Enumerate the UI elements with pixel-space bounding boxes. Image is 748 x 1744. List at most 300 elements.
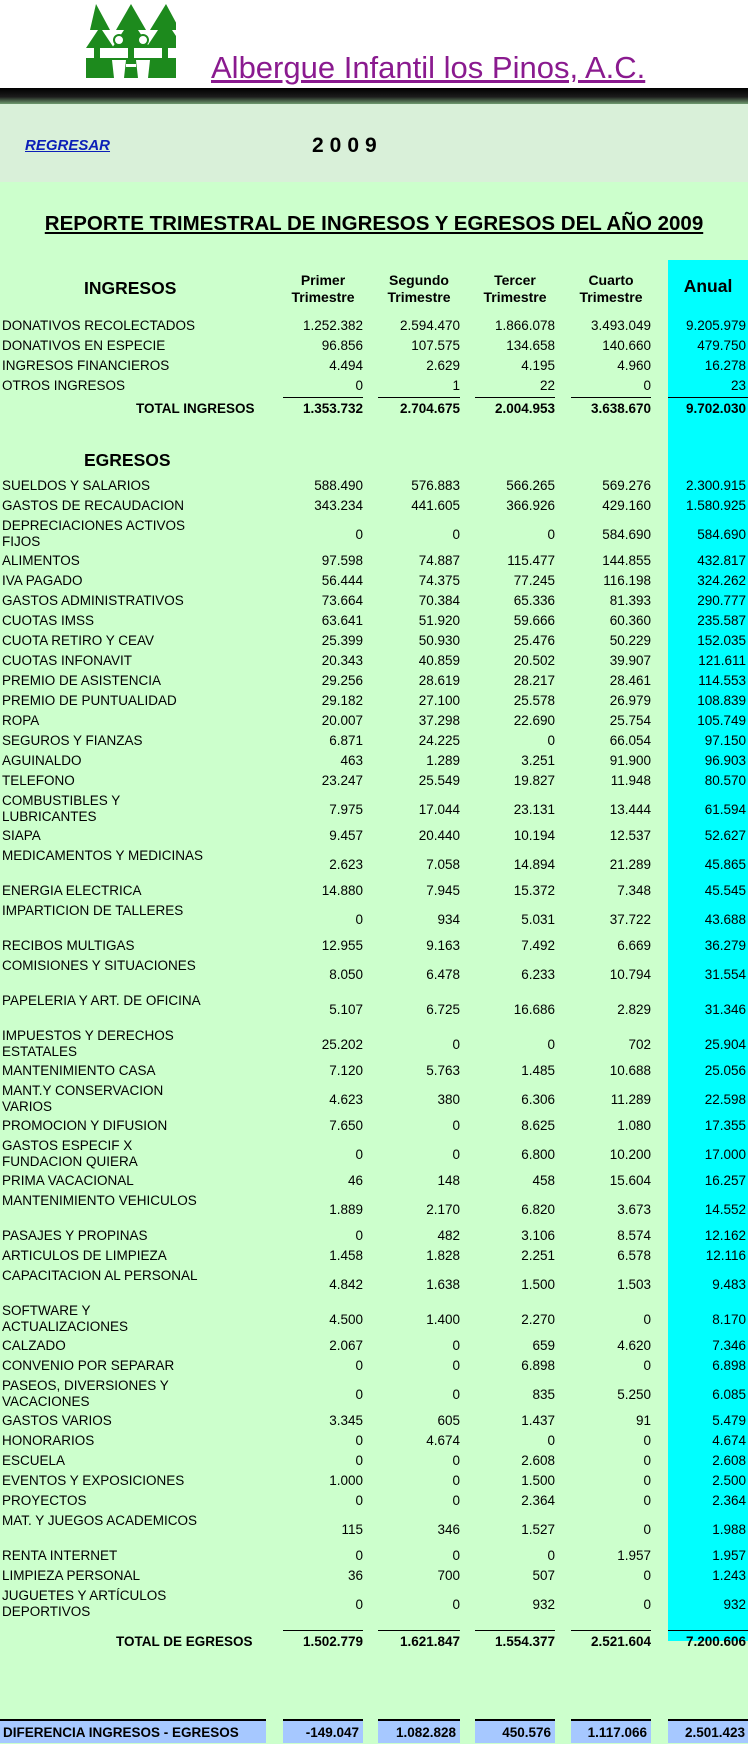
expense-row-value: 12.116 [705, 1248, 746, 1263]
expense-row-value: 27.100 [418, 693, 460, 708]
expense-row-label: ARTICULOS DE LIMPIEZA [2, 1248, 167, 1263]
expense-row-value: 6.306 [521, 1092, 555, 1107]
expense-row-value: 5.031 [521, 912, 555, 927]
expense-row-value: 0 [452, 1548, 460, 1563]
expense-row-value: 24.225 [418, 733, 460, 748]
expense-row-value: 1.828 [426, 1248, 460, 1263]
expense-row-value: 343.234 [314, 498, 363, 513]
expense-row [0, 613, 748, 633]
expense-row-value: 1.527 [521, 1522, 555, 1537]
expense-row-value: 17.355 [704, 1118, 746, 1133]
expense-row-value: 0 [355, 912, 363, 927]
expense-row-label: GASTOS ADMINISTRATIVOS [2, 593, 184, 608]
expense-row [0, 828, 748, 848]
expense-row-value: 0 [452, 1473, 460, 1488]
expense-row-value: 14.880 [321, 883, 363, 898]
expense-row [0, 553, 748, 573]
column-header-q1-line1: Primer [300, 272, 346, 288]
expense-row [0, 673, 748, 693]
expense-row-value: 2.829 [617, 1002, 651, 1017]
expense-row [0, 793, 748, 827]
expense-row-value: 31.554 [704, 967, 746, 982]
expense-row-value: 0 [643, 1568, 651, 1583]
expense-row-value: 20.502 [513, 653, 555, 668]
expense-row [0, 1083, 748, 1117]
expense-row-value: 4.500 [329, 1312, 363, 1327]
income-row-value: 1.866.078 [494, 318, 555, 333]
expense-row-label: ALIMENTOS [2, 553, 80, 568]
expense-row-value: 0 [547, 527, 555, 542]
expense-row-value: 8.170 [712, 1312, 746, 1327]
expense-row-value: 6.085 [712, 1387, 746, 1402]
expense-row-value: 36.279 [704, 938, 746, 953]
income-row-value: 22 [539, 378, 555, 393]
expense-row-value: 56.444 [321, 573, 363, 588]
expense-row-value: 10.194 [513, 828, 555, 843]
expense-row-value: 22.690 [513, 713, 555, 728]
income-total-rule [668, 397, 748, 398]
expense-row-value: 25.476 [513, 633, 555, 648]
expense-row-value: 507 [532, 1568, 555, 1583]
income-row-value: 140.660 [602, 338, 651, 353]
expense-row-label: IVA PAGADO [2, 573, 83, 588]
expense-row-value: 5.250 [617, 1387, 651, 1402]
expense-row-value: 9.457 [329, 828, 363, 843]
expense-row-value: 108.839 [697, 693, 746, 708]
expense-row [0, 1378, 748, 1412]
expense-row-value: 0 [547, 1548, 555, 1563]
expense-row-value: 10.688 [609, 1063, 651, 1078]
expense-row-value: 148 [437, 1173, 460, 1188]
expense-total-rule [475, 1630, 555, 1631]
income-row-value: 96.856 [321, 338, 363, 353]
expense-row-label: ENERGIA ELECTRICA [2, 883, 142, 898]
expense-row-value: 105.749 [697, 713, 746, 728]
expense-row-value: 144.855 [602, 553, 651, 568]
expense-row-value: 16.257 [704, 1173, 746, 1188]
income-total-rule [378, 397, 460, 398]
expense-row-value: 8.625 [521, 1118, 555, 1133]
expense-row-value: 2.364 [712, 1493, 746, 1508]
expense-row-value: 588.490 [314, 478, 363, 493]
expense-row-value: 2.067 [329, 1338, 363, 1353]
expense-row-value: 463 [340, 753, 363, 768]
top-band [0, 104, 748, 182]
expense-row-value: 31.346 [704, 1002, 746, 1017]
column-header-q3 [475, 272, 555, 306]
expense-row-value: 4.623 [329, 1092, 363, 1107]
expense-row-value: 0 [643, 1358, 651, 1373]
org-name-link[interactable]: Albergue Infantil los Pinos, A.C. [211, 50, 646, 85]
expense-row-value: 7.492 [521, 938, 555, 953]
expense-row-value: 43.688 [704, 912, 746, 927]
difference-cell-q2 [378, 1719, 460, 1743]
header [0, 0, 748, 88]
expense-row-value: 366.926 [506, 498, 555, 513]
expense-row-value: 0 [355, 1358, 363, 1373]
expense-row [0, 1473, 748, 1493]
expense-row-value: 1.080 [617, 1118, 651, 1133]
expense-row-value: 12.537 [609, 828, 651, 843]
expense-row [0, 848, 748, 882]
expense-row-value: 13.444 [609, 802, 651, 817]
expense-row-value: 0 [355, 1228, 363, 1243]
expense-row-value: 0 [355, 527, 363, 542]
report-title: REPORTE TRIMESTRAL DE INGRESOS Y EGRESOS DEL AÑO 2009 [44, 212, 704, 235]
expense-row [0, 1118, 748, 1138]
expense-row-value: 5.763 [426, 1063, 460, 1078]
expense-row-value: 3.345 [329, 1413, 363, 1428]
expense-row-value: 0 [355, 1548, 363, 1563]
expense-row-value: 14.894 [513, 857, 555, 872]
expense-row-value: 346 [437, 1522, 460, 1537]
expense-row-value: 26.979 [609, 693, 651, 708]
expense-row-label: ROPA [2, 713, 40, 728]
expense-row [0, 1248, 748, 1268]
expense-row-label: COMBUSTIBLES Y LUBRICANTES [2, 793, 121, 824]
expense-row-value: 2.270 [521, 1312, 555, 1327]
expense-row-label: DEPRECIACIONES ACTIVOS FIJOS [2, 518, 186, 549]
expense-row-value: 1.437 [521, 1413, 555, 1428]
expense-total-rule [283, 1630, 363, 1631]
expense-row-value: 482 [437, 1228, 460, 1243]
expense-row-value: 0 [452, 1387, 460, 1402]
expense-row-value: 3.251 [521, 753, 555, 768]
expense-row-value: 8.574 [617, 1228, 651, 1243]
expense-row [0, 633, 748, 653]
expense-row-value: 7.346 [712, 1338, 746, 1353]
expense-row-value: 97.598 [321, 553, 363, 568]
expense-row-value: 1.988 [712, 1522, 746, 1537]
column-header-q2-line2: Trimestre [387, 289, 451, 305]
expense-row [0, 1433, 748, 1453]
expense-row-value: 52.627 [704, 828, 746, 843]
expense-row-value: 25.056 [704, 1063, 746, 1078]
expense-row-value: 9.483 [712, 1277, 746, 1292]
expense-row-value: 115 [341, 1522, 363, 1537]
expense-row-value: 7.650 [329, 1118, 363, 1133]
expense-row-value: 0 [355, 1387, 363, 1402]
expense-row-value: 1.957 [617, 1548, 651, 1563]
expense-row-label: SEGUROS Y FIANZAS [2, 733, 143, 748]
expense-row-value: 6.669 [617, 938, 651, 953]
expense-row [0, 1268, 748, 1302]
expense-row-value: 20.007 [321, 713, 363, 728]
income-row [0, 358, 748, 378]
expense-row-value: 702 [628, 1037, 651, 1052]
expense-row-value: 25.399 [321, 633, 363, 648]
income-row-label: DONATIVOS RECOLECTADOS [2, 318, 196, 333]
expense-row-value: 6.725 [426, 1002, 460, 1017]
income-total-rule [571, 397, 651, 398]
expense-row [0, 1588, 748, 1622]
difference-cell-q4 [571, 1719, 651, 1743]
expense-row-value: 0 [643, 1312, 651, 1327]
income-total-label: TOTAL INGRESOS [136, 401, 255, 416]
expense-row-value: 1.289 [426, 753, 460, 768]
expense-row-value: 65.336 [513, 593, 555, 608]
expense-row-value: 0 [452, 1147, 460, 1162]
expense-row [0, 1338, 748, 1358]
expense-row-value: 25.578 [513, 693, 555, 708]
income-row-value: 4.494 [329, 358, 363, 373]
expense-row-value: 324.262 [697, 573, 746, 588]
income-row-value: 4.960 [617, 358, 651, 373]
expense-row-value: 29.256 [321, 673, 363, 688]
income-row-value: 9.205.979 [685, 318, 746, 333]
expense-row-value: 1.000 [329, 1473, 363, 1488]
expense-row-value: 25.202 [321, 1037, 363, 1052]
expense-row-value: 380 [437, 1092, 460, 1107]
expense-row-value: 21.289 [609, 857, 651, 872]
expense-row-value: 45.865 [704, 857, 746, 872]
expense-row-value: 0 [355, 1597, 363, 1612]
expense-row-value: 2.623 [329, 857, 363, 872]
expense-row-value: 11.289 [610, 1092, 651, 1107]
expense-row-value: 0 [355, 1453, 363, 1468]
expense-row-value: 0 [643, 1473, 651, 1488]
expense-row-value: 6.478 [426, 967, 460, 982]
income-row-label: INGRESOS FINANCIEROS [2, 358, 170, 373]
difference-value-q2: 1.082.828 [395, 1725, 456, 1740]
expense-row-value: 1.889 [329, 1202, 363, 1217]
expense-row-value: 23.131 [513, 802, 555, 817]
expense-row-value: 2.300.915 [685, 478, 746, 493]
expense-row-value: 0 [643, 1433, 651, 1448]
expense-total-value: 2.521.604 [590, 1634, 651, 1649]
expense-row-value: 121.611 [698, 653, 746, 668]
expense-row-label: PAPELERIA Y ART. DE OFICINA [2, 993, 201, 1008]
expense-row [0, 1413, 748, 1433]
expense-total-value: 1.621.847 [399, 1634, 460, 1649]
income-row-label: OTROS INGRESOS [2, 378, 126, 393]
expense-row [0, 693, 748, 713]
expense-row-value: 1.503 [617, 1277, 651, 1292]
expense-row-value: 835 [532, 1387, 555, 1402]
expense-row-label: PASAJES Y PROPINAS [2, 1228, 148, 1243]
income-section-title: INGRESOS [84, 278, 177, 298]
expense-row-value: 50.930 [418, 633, 460, 648]
expense-row [0, 573, 748, 593]
expense-row-value: 0 [643, 1597, 651, 1612]
expense-row [0, 1548, 748, 1568]
expense-row-value: 14.552 [704, 1202, 746, 1217]
expense-row-value: 12.162 [704, 1228, 746, 1243]
expense-row-label: GASTOS ESPECIF X FUNDACION QUIERA [2, 1138, 138, 1169]
expense-row-value: 16.686 [513, 1002, 555, 1017]
header-divider-bar [0, 88, 748, 104]
expense-row-value: 932 [532, 1597, 555, 1612]
income-row-value: 1.252.382 [302, 318, 363, 333]
expense-row-value: 566.265 [506, 478, 555, 493]
column-header-q3-line2: Trimestre [483, 289, 547, 305]
expense-row-value: 28.217 [513, 673, 555, 688]
expense-row-label: HONORARIOS [2, 1433, 95, 1448]
expense-row [0, 1303, 748, 1337]
expense-row-value: 0 [547, 733, 555, 748]
expense-row-value: 20.440 [418, 828, 460, 843]
column-header-q3-line1: Tercer [494, 272, 536, 288]
expense-row-value: 1.500 [521, 1277, 555, 1292]
expense-row-value: 2.608 [521, 1453, 555, 1468]
expense-row-value: 584.690 [602, 527, 651, 542]
expense-row-label: PROYECTOS [2, 1493, 87, 1508]
expense-row-value: 19.827 [513, 773, 555, 788]
column-header-q2-line1: Segundo [389, 272, 449, 288]
expense-row-value: 45.545 [704, 883, 746, 898]
expense-total-value: 7.200.606 [685, 1634, 746, 1649]
expense-row-label: MAT. Y JUEGOS ACADEMICOS [2, 1513, 198, 1528]
expense-row-value: 8.050 [329, 967, 363, 982]
expense-row [0, 1568, 748, 1588]
column-header-annual: Anual [683, 276, 733, 296]
expense-row-value: 700 [437, 1568, 460, 1583]
difference-value-annual: 2.501.423 [684, 1725, 745, 1740]
expense-row-value: 0 [547, 1037, 555, 1052]
expense-row-value: 0 [452, 527, 460, 542]
expense-row-value: 1.485 [521, 1063, 555, 1078]
difference-label: DIFERENCIA INGRESOS - EGRESOS [3, 1725, 239, 1740]
expense-row-value: 37.298 [418, 713, 460, 728]
income-row-value: 479.750 [697, 338, 746, 353]
difference-value-q1: -149.047 [305, 1725, 359, 1740]
income-total-value: 3.638.670 [590, 401, 651, 416]
expense-row-value: 116.198 [603, 573, 651, 588]
expense-row-value: 2.500 [712, 1473, 746, 1488]
expense-row-value: 1.400 [426, 1312, 460, 1327]
column-header-q1 [283, 272, 363, 306]
expense-row-value: 0 [452, 1118, 460, 1133]
income-row-value: 3.493.049 [590, 318, 651, 333]
expense-row [0, 1193, 748, 1227]
expense-total-rule [571, 1630, 651, 1631]
expense-row-value: 1.458 [329, 1248, 363, 1263]
expense-row [0, 938, 748, 958]
back-link[interactable]: REGRESAR [25, 137, 111, 154]
income-row-value: 107.575 [411, 338, 460, 353]
expense-row-value: 115.477 [507, 553, 555, 568]
income-total-value: 2.004.953 [494, 401, 555, 416]
expense-row-value: 569.276 [602, 478, 651, 493]
expense-row-value: 2.251 [521, 1248, 555, 1263]
expense-row-value: 932 [723, 1597, 746, 1612]
expense-row-value: 5.107 [329, 1002, 363, 1017]
expense-row-value: 73.664 [321, 593, 363, 608]
expense-row-label: CUOTAS INFONAVIT [2, 653, 133, 668]
expense-row-value: 0 [452, 1037, 460, 1052]
expense-row-label: LIMPIEZA PERSONAL [2, 1568, 141, 1583]
expense-total-rule [378, 1630, 460, 1631]
expense-row-label: MEDICAMENTOS Y MEDICINAS [2, 848, 204, 863]
expense-row-label: PASEOS, DIVERSIONES Y VACACIONES [2, 1378, 169, 1409]
expense-row [0, 883, 748, 903]
expense-row [0, 1173, 748, 1193]
income-row-value: 2.594.470 [399, 318, 460, 333]
expense-row-value: 29.182 [321, 693, 363, 708]
expense-row-value: 59.666 [513, 613, 555, 628]
expense-row-label: JUGUETES Y ARTÍCULOS DEPORTIVOS [2, 1588, 167, 1619]
expense-row-value: 114.553 [698, 673, 746, 688]
expense-row-value: 37.722 [609, 912, 651, 927]
income-row [0, 338, 748, 358]
income-row-value: 4.195 [521, 358, 555, 373]
expense-row-label: MANTENIMIENTO CASA [2, 1063, 156, 1078]
difference-label-cell [0, 1719, 266, 1743]
expense-row [0, 1228, 748, 1248]
difference-cell-q3 [475, 1719, 555, 1743]
expense-total-rule [668, 1630, 748, 1631]
expense-row-value: 0 [355, 1147, 363, 1162]
expense-row-value: 4.674 [712, 1433, 746, 1448]
expense-row-value: 15.372 [513, 883, 555, 898]
expense-row [0, 1138, 748, 1172]
income-row-value: 1 [452, 378, 460, 393]
expense-row-label: IMPARTICION DE TALLERES [2, 903, 184, 918]
expense-row-value: 441.605 [411, 498, 460, 513]
expense-row-value: 66.054 [609, 733, 651, 748]
expense-row-value: 46 [347, 1173, 363, 1188]
expense-row-label: CALZADO [2, 1338, 66, 1353]
income-total-rule [475, 397, 555, 398]
expense-row-label: PREMIO DE PUNTUALIDAD [2, 693, 177, 708]
expense-row-value: 1.580.925 [685, 498, 746, 513]
expense-row-label: SOFTWARE Y ACTUALIZACIONES [2, 1303, 129, 1334]
expense-row-value: 60.360 [609, 613, 651, 628]
expense-row-value: 235.587 [697, 613, 746, 628]
income-row-value: 23 [730, 378, 746, 393]
expense-row-value: 659 [532, 1338, 555, 1353]
expense-row-value: 7.120 [329, 1063, 363, 1078]
income-row-value: 2.629 [426, 358, 460, 373]
expense-row-value: 7.975 [329, 802, 363, 817]
expense-row-value: 934 [437, 912, 460, 927]
column-header-q4 [571, 272, 651, 306]
expense-row-value: 0 [643, 1493, 651, 1508]
expense-row [0, 1453, 748, 1473]
difference-value-q3: 450.576 [502, 1725, 551, 1740]
year-heading: 2009 [312, 134, 383, 157]
expense-row-value: 0 [643, 1453, 651, 1468]
expense-row-value: 152.035 [697, 633, 746, 648]
income-row [0, 318, 748, 338]
expense-row-value: 290.777 [697, 593, 746, 608]
expense-row-value: 0 [547, 1433, 555, 1448]
expense-row-value: 3.106 [521, 1228, 555, 1243]
expense-row [0, 498, 748, 518]
expense-row-label: RECIBOS MULTIGAS [2, 938, 135, 953]
expense-row [0, 993, 748, 1027]
expense-row-value: 9.163 [426, 938, 460, 953]
expense-row-value: 51.920 [418, 613, 460, 628]
expense-row-value: 50.229 [609, 633, 651, 648]
column-header-q2 [378, 272, 460, 306]
expense-row [0, 773, 748, 793]
income-total-value: 2.704.675 [399, 401, 460, 416]
expense-row-value: 7.058 [426, 857, 460, 872]
expense-row-value: 70.384 [418, 593, 460, 608]
expense-row-label: CONVENIO POR SEPARAR [2, 1358, 175, 1373]
expense-row-value: 17.000 [704, 1147, 746, 1162]
expense-row [0, 1513, 748, 1547]
expense-row [0, 478, 748, 498]
expense-row-label: EVENTOS Y EXPOSICIONES [2, 1473, 185, 1488]
expense-row-label: ESCUELA [2, 1453, 66, 1468]
expense-row-label: MANTENIMIENTO VEHICULOS [2, 1193, 197, 1208]
expense-row [0, 1358, 748, 1378]
expense-row-label: TELEFONO [2, 773, 75, 788]
expense-row-value: 2.170 [426, 1202, 460, 1217]
expense-row-value: 458 [532, 1173, 555, 1188]
